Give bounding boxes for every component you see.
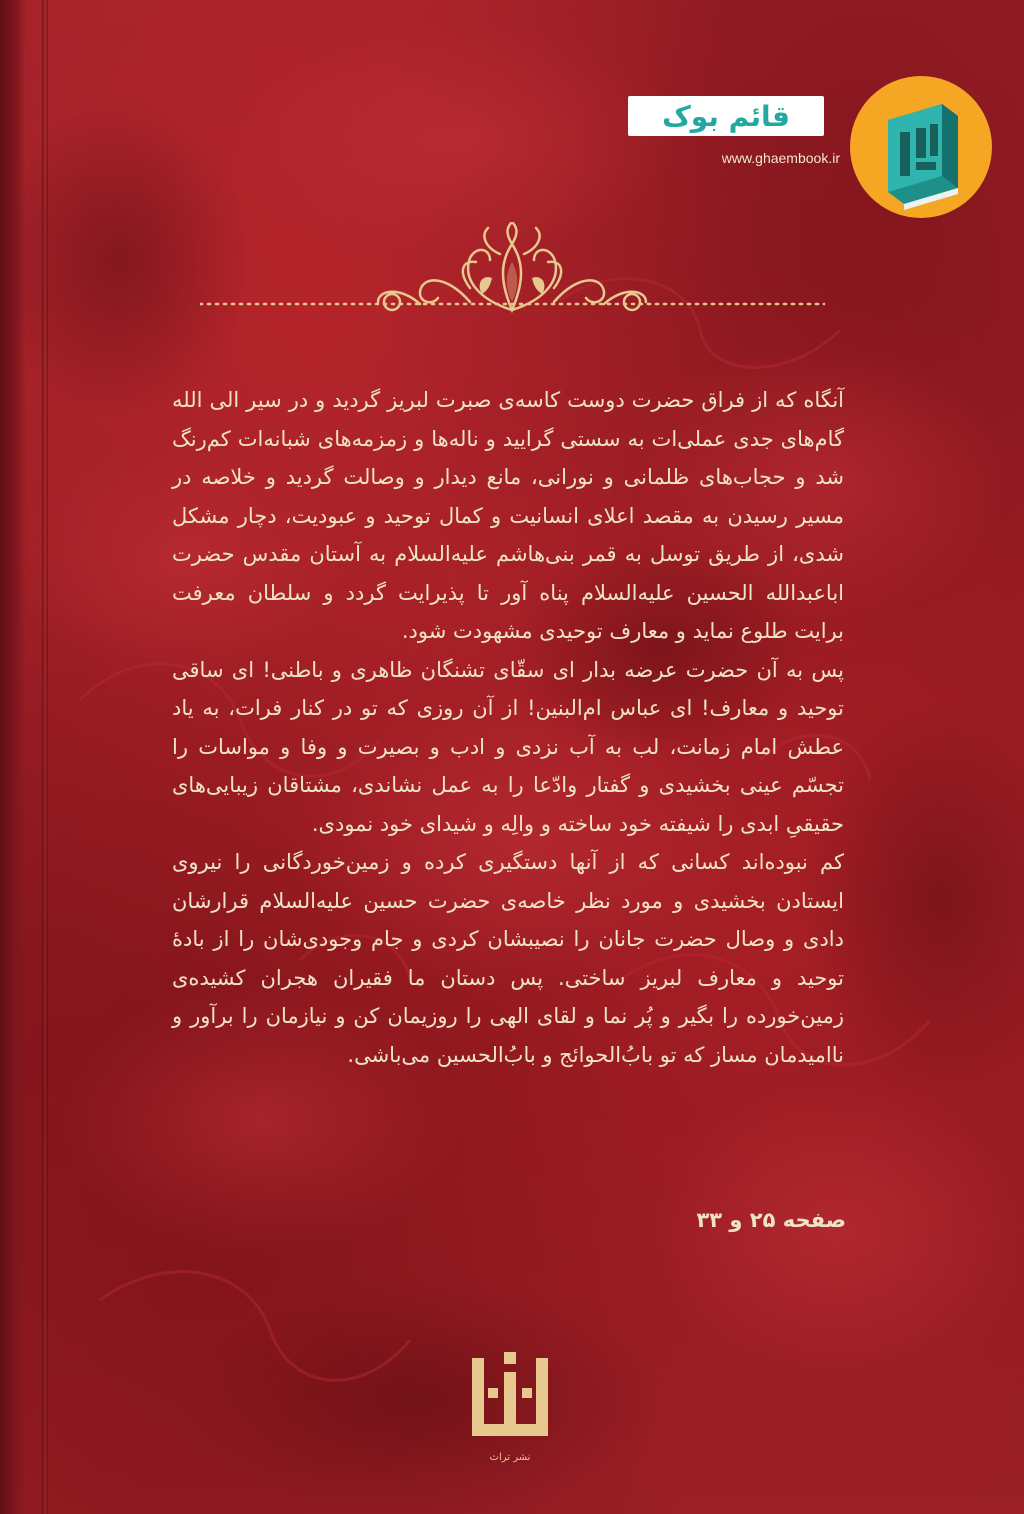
book-icon	[850, 76, 992, 218]
paragraph: آنگاه که از فراق حضرت دوست کاسه‌ی صبرت لبریز گردید و در سیر الی الله گام‌های جدی عملی‌ات به سستی گرایید و ناله‌ها و زمزمه‌های شبانه‌ات کم‌رنگ شد و حجاب‌های ظلمانی و نورانی، مانع دیدار و وصالت گردید و خلاصه در مسیر رسیدن به مقصد اعلای انسانیت و کمال توحید و عبودیت، دچار مشکل شدی، از طریق توسل به قمر بنی‌هاشم علیه‌السلام به آستان مقدس حضرت اباعبدالله الحسین علیه‌السلام پناه آور تا پذیرایت گردد و سلطان معرفت برایت طلوع نماید و معارف توحیدی مشهودت شود.	[172, 388, 844, 643]
page-reference: صفحه ۲۵ و ۳۳	[696, 1208, 846, 1232]
brand-logo-circle	[850, 76, 992, 218]
publisher-logo-icon	[468, 1350, 552, 1450]
spine-edge	[0, 0, 26, 1514]
ghaembook-watermark	[628, 70, 1018, 220]
paragraph: کم نبوده‌اند کسانی که از آنها دستگیری کرده و زمین‌خوردگانی را نیروی ایستادن بخشیدی و مورد نظر خاصه‌ی حضرت حسین علیه‌السلام قرارشان دادی و وصال حضرت جانان را نصیبشان کردی و جام وجودی‌شان را از بادهٔ توحید و معارف لبریز ساختی. پس دستان ما فقیران هجران کشیده‌ی زمین‌خورده را بگیر و پُر نما و لقای الهی را روزیمان کن و نیازمان را برآور و ناامیدمان مساز که تو بابُ‌الحوائج و بابُ‌الحسین می‌باشی.	[172, 850, 844, 1067]
publisher-logo	[468, 1350, 552, 1470]
brand-name: قائم بوک	[662, 99, 790, 133]
brand-url: www.ghaembook.ir	[721, 150, 840, 166]
paragraph: پس به آن حضرت عرضه بدار ای سقّای تشنگان ظاهری و باطنی! ای ساقی توحید و معارف! ای عباس ام‌البنین! از آن روزی که تو در کنار فرات، به یاد عطش امام زمانت، لب به آب نزدی و ادب و بصیرت و وفا و مواسات را تجسّم عینی بخشیدی و گفتار وادّعا را به عمل نشاندی، مشتاقان زیبایی‌های حقیقیِ ابدی را شیفته خود ساخته و والِه و شیدای خود نمودی.	[172, 657, 844, 836]
publisher-name: نشر تراث	[489, 1452, 531, 1463]
brand-name-box	[628, 96, 824, 136]
cover-hinge	[42, 0, 48, 1514]
floral-divider-icon	[200, 222, 825, 332]
back-cover-text	[172, 381, 844, 1074]
